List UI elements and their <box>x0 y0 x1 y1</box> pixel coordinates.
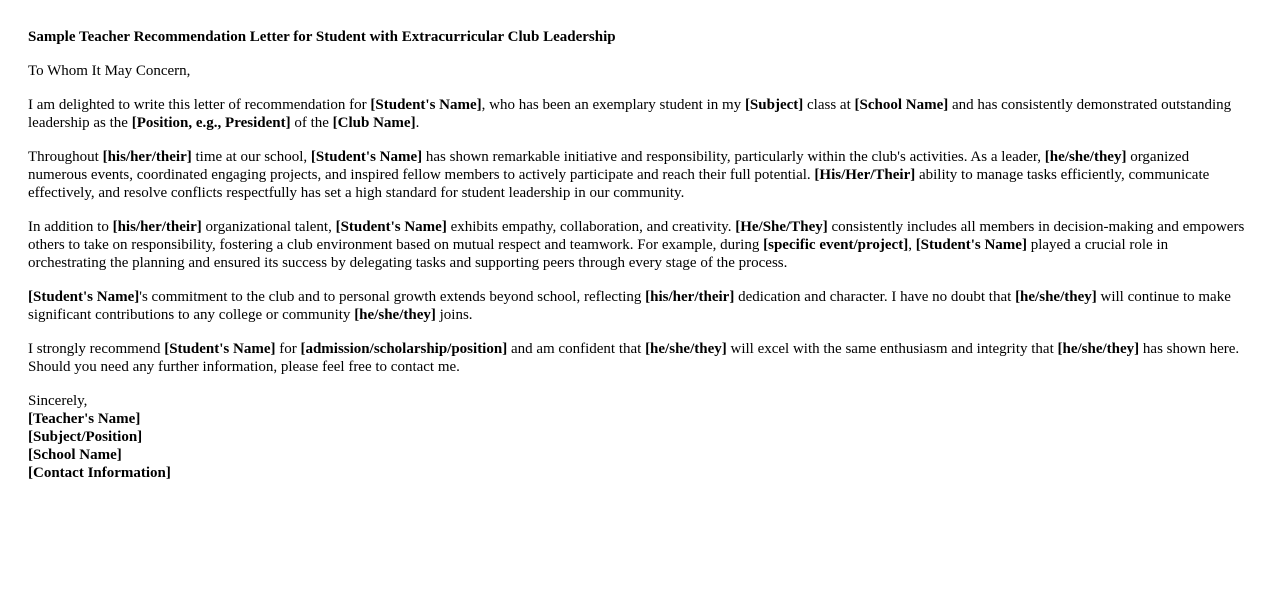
placeholder-student-name: [Student's Name] <box>164 341 276 357</box>
text-span: has shown here. Should you need any further information, please feel free to contact me. <box>28 341 1240 375</box>
text-span: In addition to <box>28 219 113 235</box>
paragraph-qualities <box>28 218 1250 272</box>
letter-title: Sample Teacher Recommendation Letter for Student with Extracurricular Club Leadership <box>28 29 616 45</box>
text-span: joins. <box>435 307 473 323</box>
text-span: , <box>908 237 916 253</box>
placeholder-admission: [admission/scholarship/position] <box>300 341 508 357</box>
text-span: , who has been an exemplary student in my <box>481 97 745 113</box>
salutation: To Whom It May Concern, <box>28 63 191 79</box>
text-span: will continue to make significant contributions to any college or community <box>28 289 1231 323</box>
placeholder-subject: [Subject] <box>744 97 804 113</box>
placeholder-pronoun: [He/She/They] <box>735 219 828 235</box>
text-span: class at <box>803 97 855 113</box>
text-span: . <box>415 115 420 131</box>
closing: Sincerely, <box>28 393 88 409</box>
text-span: of the <box>290 115 333 131</box>
placeholder-pronoun: [he/she/they] <box>1044 149 1127 165</box>
text-span: exhibits empathy, collaboration, and creativity. <box>446 219 736 235</box>
placeholder-pronoun: [his/her/their] <box>112 219 202 235</box>
placeholder-pronoun: [his/her/their] <box>645 289 735 305</box>
text-span: organizational talent, <box>201 219 336 235</box>
signature-subject-position: [Subject/Position] <box>28 429 143 445</box>
text-span: consistently includes all members in decision-making and empowers others to take on responsibility, fostering a club environment based on mutual respect and teamwork. For example, during <box>28 219 1245 253</box>
text-span: played a crucial role in orchestrating the planning and ensured its success by delegating tasks and supporting peers through every stage of the process. <box>28 237 1169 271</box>
signature-teacher-name: [Teacher's Name] <box>28 411 141 427</box>
text-span: for <box>275 341 301 357</box>
signature-contact-info: [Contact Information] <box>28 465 171 481</box>
placeholder-student-name: [Student's Name] <box>370 97 482 113</box>
paragraph-leadership <box>28 148 1250 202</box>
placeholder-student-name: [Student's Name] <box>28 289 140 305</box>
text-span: will excel with the same enthusiasm and integrity that <box>726 341 1058 357</box>
text-span: I strongly recommend <box>28 341 165 357</box>
placeholder-pronoun: [His/Her/Their] <box>814 167 916 183</box>
paragraph-intro <box>28 96 1250 132</box>
placeholder-pronoun: [he/she/they] <box>354 307 436 323</box>
placeholder-student-name: [Student's Name] <box>915 237 1027 253</box>
placeholder-student-name: [Student's Name] <box>335 219 447 235</box>
placeholder-school-name: [School Name] <box>854 97 949 113</box>
placeholder-pronoun: [he/she/they] <box>1015 289 1097 305</box>
paragraph-commitment <box>28 288 1250 324</box>
placeholder-position: [Position, e.g., President] <box>131 115 291 131</box>
text-span: dedication and character. I have no doubt that <box>734 289 1016 305</box>
text-span: I am delighted to write this letter of recommendation for <box>28 97 371 113</box>
placeholder-club-name: [Club Name] <box>332 115 416 131</box>
paragraph-recommendation <box>28 340 1250 376</box>
text-span: and has consistently demonstrated outstanding leadership as the <box>28 97 1232 131</box>
text-span: has shown remarkable initiative and responsibility, particularly within the club's activities. As a leader, <box>422 149 1045 165</box>
placeholder-pronoun: [he/she/they] <box>645 341 727 357</box>
placeholder-event: [specific event/project] <box>763 237 909 253</box>
placeholder-student-name: [Student's Name] <box>310 149 423 165</box>
text-span: Throughout <box>28 149 103 165</box>
signature-block <box>28 392 1250 482</box>
text-span: ability to manage tasks efficiently, communicate effectively, and resolve conflicts respectfully has set a high standard for student leadership in our community. <box>28 167 1210 201</box>
letter-page <box>28 28 1250 482</box>
text-span: and am confident that <box>507 341 646 357</box>
placeholder-pronoun: [his/her/their] <box>102 149 192 165</box>
text-span: organized numerous events, coordinated engaging projects, and inspired fellow members to actively participate and reach their full potential. <box>28 149 1190 183</box>
text-span: time at our school, <box>191 149 311 165</box>
placeholder-pronoun: [he/she/they] <box>1057 341 1140 357</box>
text-span: 's commitment to the club and to personal growth extends beyond school, reflecting <box>139 289 646 305</box>
signature-school-name: [School Name] <box>28 447 122 463</box>
